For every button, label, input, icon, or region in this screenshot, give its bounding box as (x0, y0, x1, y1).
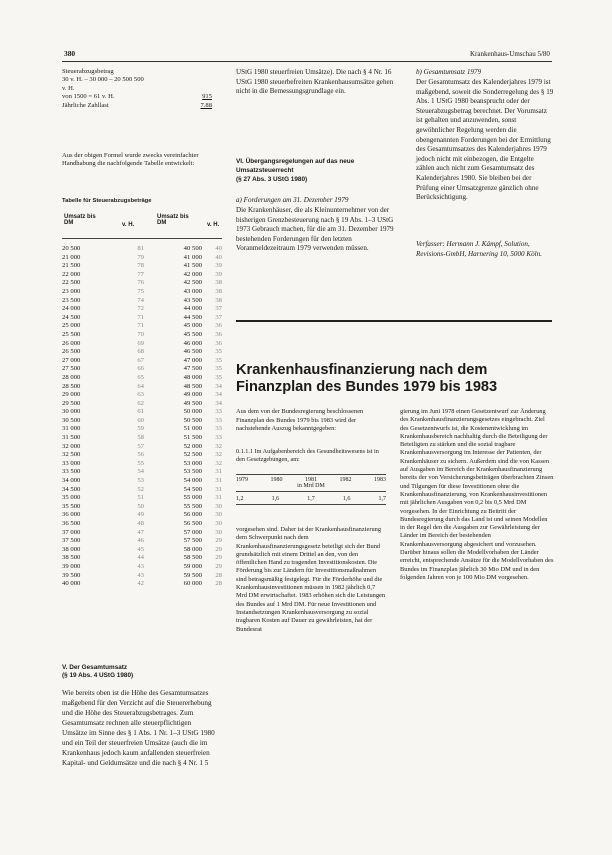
mini-unit: in Mrd DM (297, 483, 325, 489)
table-cell: 38 (215, 279, 222, 287)
table-cell: 35 (215, 373, 222, 381)
table-row (62, 254, 222, 263)
table-row (62, 348, 222, 357)
table-cell: 20 500 (62, 245, 81, 252)
mini-year: 1981 (305, 477, 317, 483)
article-title: Krankenhausfinanzierung nach dem (236, 362, 488, 378)
section5-heading: V. Der Gesamtumsatz (62, 664, 128, 671)
table-cell: 51 000 (183, 425, 202, 433)
table-cell: 55 (137, 459, 144, 467)
table-header (62, 214, 222, 238)
table-cell: 46 (137, 537, 144, 545)
table-cell: 44 500 (183, 313, 202, 321)
table-cell: 27 000 (62, 356, 81, 364)
table-cell: 45 500 (183, 330, 202, 338)
table-row (62, 357, 222, 366)
table-cell: 54 500 (183, 485, 202, 493)
table-cell: 65 (137, 373, 144, 381)
table-cell: 29 (215, 545, 222, 553)
table-cell: 35 (215, 356, 222, 364)
table-cell: 31 500 (62, 434, 81, 442)
table-cell: 51 (137, 494, 144, 502)
table-cell: 72 (137, 305, 144, 313)
table-cell: 57 500 (183, 537, 202, 545)
table-cell: 70 (137, 330, 144, 338)
table-cell: 41 000 (183, 253, 202, 261)
table-cell: 25 500 (62, 330, 81, 338)
table-cell: 29 (215, 537, 222, 545)
table-row (62, 537, 222, 546)
table-cell: 32 (215, 442, 222, 450)
table-cell: 39 (215, 270, 222, 278)
table-cell: 38 500 (62, 554, 81, 562)
col-header: Umsatz bis DM (157, 214, 189, 226)
section6-subheading: (§ 27 Abs. 3 UStG 1980) (236, 176, 308, 183)
calc-line: Steuerabzugsbetrag (62, 68, 114, 75)
table-cell: 75 (137, 287, 144, 295)
intro-paragraph: Aus der obigen Formel wurde zwecks vereinfachter Handhabung die nachfolgende Tabelle entwickelt: (62, 152, 199, 168)
table-cell: 25 000 (62, 322, 81, 330)
table-cell: 48 500 (183, 382, 202, 390)
table-cell: 27 500 (62, 365, 81, 373)
table-row (62, 443, 222, 452)
table-cell: 34 (215, 399, 222, 407)
table-cell: 30 500 (62, 416, 81, 424)
table-cell: 33 000 (62, 459, 81, 467)
article-paragraph: vorgesehen sind. Daher ist der Krankenhausfinanzierung dem Schwerpunkt nach dem Krankenhausfinanzierungsgesetz beteiligt sich der Bund grundsätzlich mit einem Drittel an den, von den öffentlichen Hand zu tragenden Investitionskosten. Die Förderung bis zur Ländern für Investitionsmaßnahmen sind betragsmäßig festgelegt. Für die Förderhöhe und die Krankenhausinvestitionen müssen in 1982 jährlich 0,7 Mrd DM erwirtschaftet. 1983 erhöhen sich die Leistungen des Bundes auf 1 Mrd DM. Für neue Investitionen und Instandsetzungen Krankenhausversorgung zu sozial tragbaren Kosten auf Dauer zu gewährleisten, hat der Bundesrat (236, 526, 386, 633)
table-row (62, 520, 222, 529)
calc-value: 7.88 (200, 101, 212, 109)
table-row (62, 503, 222, 512)
table-cell: 41 500 (183, 262, 202, 270)
table-cell: 32 500 (62, 451, 81, 459)
table-cell: 55 500 (183, 502, 202, 510)
journal-title: Krankenhaus-Umschau 5/80 (470, 50, 550, 58)
header-rule (62, 61, 552, 62)
table-cell: 22 000 (62, 270, 81, 278)
table-cell: 23 500 (62, 296, 81, 304)
table-cell: 24 000 (62, 305, 81, 313)
col2-paragraph: UStG 1980 steuerfreien Umsätze). Die nach § 4 Nr. 16 UStG 1980 steuerbefreiten Krankenhausumsätze gehen nicht in die Bemessungsgrundlage ein. (236, 68, 394, 96)
table-rule (62, 238, 222, 239)
table-row (62, 546, 222, 555)
table-row (62, 391, 222, 400)
table-cell: 38 (215, 296, 222, 304)
table-cell: 69 (137, 339, 144, 347)
table-cell: 33 500 (62, 468, 81, 476)
table-cell: 35 (215, 365, 222, 373)
table-cell: 58 000 (183, 545, 202, 553)
table-cell: 43 500 (183, 296, 202, 304)
table-row (62, 580, 222, 589)
col-header: v. H. (207, 222, 220, 228)
article-title: Finanzplan des Bundes 1979 bis 1983 (236, 379, 498, 395)
article-intro: Aus dem von der Bundesregierung beschlossenen Finanzplan des Bundes 1979 bis 1983 wird der nachstehende Auszug bekanntgegeben: (236, 408, 364, 433)
table-row (62, 400, 222, 409)
table-cell: 57 000 (183, 528, 202, 536)
mini-values-row (236, 496, 386, 502)
table-cell: 60 000 (183, 580, 202, 588)
table-cell: 50 000 (183, 408, 202, 416)
table-cell: 29 500 (62, 399, 81, 407)
table-cell: 53 000 (183, 459, 202, 467)
table-cell: 29 (215, 554, 222, 562)
table-cell: 56 (137, 451, 144, 459)
table-cell: 39 500 (62, 571, 81, 579)
table-cell: 28 000 (62, 373, 81, 381)
table-cell: 42 500 (183, 279, 202, 287)
table-cell: 57 (137, 442, 144, 450)
table-cell: 31 (215, 494, 222, 502)
table-cell: 49 000 (183, 391, 202, 399)
table-row (62, 305, 222, 314)
table-row (62, 262, 222, 271)
table-row (62, 468, 222, 477)
table-cell: 28 (215, 580, 222, 588)
table-cell: 32 000 (62, 442, 81, 450)
table-cell: 43 000 (183, 287, 202, 295)
col3-label: b) Gesamtumsatz 1979 (416, 68, 482, 76)
table-cell: 36 (215, 322, 222, 330)
table-row (62, 434, 222, 443)
table-cell: 71 (137, 322, 144, 330)
table-cell: 68 (137, 348, 144, 356)
table-cell: 77 (137, 270, 144, 278)
table-cell: 50 500 (183, 416, 202, 424)
table-row (62, 486, 222, 495)
table-cell: 46 000 (183, 339, 202, 347)
table-cell: 39 (215, 262, 222, 270)
table-cell: 44 000 (183, 305, 202, 313)
table-cell: 63 (137, 391, 144, 399)
table-cell: 29 000 (62, 391, 81, 399)
table-cell: 54 000 (183, 477, 202, 485)
table-cell: 30 (215, 511, 222, 519)
table-cell: 36 500 (62, 520, 81, 527)
table-cell: 30 (215, 502, 222, 510)
article-paragraph: gierung im Juni 1978 einen Gesetzentwurf zur Änderung des Krankenhausfinanzierungsgesetzes eingebracht. Ziel des Gesetzentwurfs ist, die Kostenentwicklung im Krankenhausbereich nachhaltig durch die Beteiligung der Beteiligten zu stärken und die sozial tragbare Krankenhausversorgung im Interesse der Patienten, der Krankenhäuser zu sichern. Außerdem sind die von Kassen auf Ausgaben im Bereich der Krankenhausfinanzierung bereits der von Versicherungsbeiträgen überbrachten Zinsen und Tilgungen für diese Investitionen ohne die Krankenhausfinanzierung, von Krankenhausinvestitionen mit jährlichen Ausgaben von 0,2 bis 0,5 Mrd DM vorgesehen. In der Einrichtung zu Beitritt der Bundesregierung durch das Land ist und seinen Modellen in der Regel den die Ausgaben zur Gewährleistung der Länder im Bereich der bestehenden Krankenhausversorgung abgesichert und vorzusehen. Darüber hinaus sollen die Modellvorhaben der Länder erreicht, entsprechende Ansätze für die Modellvorhaben des Bundes im Finanzplan jährlich 30 Mio DM und in den folgenden Jahren von je 100 Mio DM vorgesehen. (400, 408, 554, 581)
table-cell: 21 000 (62, 253, 81, 261)
table-cell: 67 (137, 356, 144, 364)
table-cell: 31 (215, 468, 222, 476)
table-cell: 48 000 (183, 373, 202, 381)
table-cell: 49 500 (183, 399, 202, 407)
table-cell: 37 (215, 313, 222, 321)
section6-label: a) Forderungen am 31. Dezember 1979 (236, 196, 349, 204)
table-cell: 45 (137, 545, 144, 553)
table-cell: 60 (137, 416, 144, 424)
table-cell: 76 (137, 279, 144, 287)
table-cell: 40 000 (62, 580, 81, 588)
col3-paragraph: Der Gesamtumsatz des Kalenderjahres 1979 ist maßgebend, soweit die Sonderregelung des § 19 Abs. 1 UStG 1980 beansprucht oder der Steuerabzugsbetrag berechnet. Der Vorumsatz ist gehalten und anzuwenden, sonst gewöhnlicher Regelung werden die obengenannten Forderungen bei der Ermittlung des Gesamtumsatzes des Kalenderjahres 1979 jedoch nicht mit einbezogen, die Entgelte zählen auch nicht zum Gesamtumsatz des Kalenderjahres 1980. Sie bleiben bei der Prüfung einer Umsatzgrenze gänzlich ohne Berücksichtigung. (416, 78, 554, 202)
table-cell: 38 (215, 287, 222, 295)
mini-value: 1,7 (307, 496, 315, 502)
table-cell: 28 500 (62, 382, 81, 390)
table-cell: 52 000 (183, 442, 202, 450)
calculation-block (62, 68, 212, 110)
table-cell: 49 (137, 511, 144, 519)
table-cell: 39 000 (62, 562, 81, 570)
mini-year: 1980 (270, 477, 283, 483)
table-cell: 36 (215, 339, 222, 347)
table-row (62, 365, 222, 374)
table-cell: 34 000 (62, 477, 81, 485)
table-cell: 46 500 (183, 348, 202, 356)
table-cell: 40 (215, 253, 222, 261)
table-row (62, 374, 222, 383)
col-header: v. H. (122, 222, 135, 228)
table-cell: 71 (137, 313, 144, 321)
section6-heading: VI. Übergangsregelungen auf das neue Umsatzsteuerrecht (236, 158, 355, 174)
table-cell: 45 000 (183, 322, 202, 330)
table-cell: 34 500 (62, 485, 81, 493)
section6-paragraph: Die Krankenhäuser, die als Kleinunternehmer von der bisherigen Grenzbesteuerung nach § 19 Abs. 1–3 UStG 1973 Gebrauch machen, für die am 31. Dezember 1979 bestehenden Forderungen für den letzten Voranmeldezeitraum 1979 verwenden müssen. (236, 206, 394, 253)
table-cell: 32 (215, 459, 222, 467)
table-row (62, 554, 222, 563)
table-row (62, 417, 222, 426)
table-row (62, 477, 222, 486)
author-note: Verfasser: Hermann J. Kämpf, Solution, Revisions-GmbH, Harnering 10, 5000 Köln. (416, 240, 542, 258)
table-cell: 55 000 (183, 494, 202, 502)
calc-line: 30 v. H. – 30 000 – 20 500 500 (62, 76, 144, 84)
section5-paragraph: Wie bereits oben ist die Höhe des Gesamtumsatzes maßgebend für den Verzicht auf die Steuererhebung und die Höhe des Steuerabzugsbetrages. Zum Gesamtumsatz rechnen alle steuerpflichtigen Umsätze im Sinne des § 1 Abs. 1 Nr. 1–3 UStG 1980 und ein Teil der steuerfreien Umsätze (auch die im Krankenhaus jedoch kaum anfallenden steuerfreien Kapital- und Geldumsätze und die nach § 4 Nr. 1 5 (62, 689, 215, 767)
table-cell: 35 500 (62, 502, 81, 510)
table-cell: 59 500 (183, 571, 202, 579)
table-cell: 56 000 (183, 511, 202, 519)
table-cell: 51 500 (183, 434, 202, 442)
table-cell: 30 000 (62, 408, 81, 416)
table-cell: 33 (215, 408, 222, 416)
table-cell: 38 000 (62, 545, 81, 553)
table-row (62, 529, 222, 538)
table-cell: 47 000 (183, 356, 202, 364)
page-number: 380 (64, 49, 76, 58)
table-cell: 35 (215, 348, 222, 356)
tax-table (62, 214, 222, 589)
table-row (62, 245, 222, 254)
table-cell: 44 (137, 554, 144, 562)
table-cell: 52 (137, 485, 144, 493)
table-cell: 36 000 (62, 511, 81, 519)
finance-mini-table (236, 474, 386, 505)
table-cell: 40 (215, 245, 222, 252)
table-row (62, 563, 222, 572)
table-row (62, 279, 222, 288)
table-cell: 31 000 (62, 425, 81, 433)
table-cell: 34 (215, 382, 222, 390)
table-cell: 26 000 (62, 339, 81, 347)
table-row (62, 314, 222, 323)
table-cell: 47 500 (183, 365, 202, 373)
calc-line: v. H. (62, 84, 75, 92)
table-cell: 81 (137, 245, 144, 252)
mini-value: 1,2 (236, 496, 244, 502)
table-cell: 32 (215, 451, 222, 459)
calc-line: von 1500 = 61 v. H. 915 (62, 93, 212, 101)
mini-value: 1,7 (378, 496, 386, 502)
table-cell: 50 (137, 502, 144, 510)
table-row (62, 408, 222, 417)
table-cell: 64 (137, 382, 144, 390)
table-cell: 30 (215, 520, 222, 527)
table-cell: 37 500 (62, 537, 81, 545)
table-cell: 31 (215, 485, 222, 493)
table-cell: 54 (137, 468, 144, 476)
table-cell: 59 000 (183, 562, 202, 570)
table-cell: 29 (215, 562, 222, 570)
table-cell: 37 000 (62, 528, 81, 536)
table-cell: 58 500 (183, 554, 202, 562)
table-row (62, 572, 222, 581)
table-cell: 28 (215, 571, 222, 579)
table-cell: 59 (137, 425, 144, 433)
table-cell: 66 (137, 365, 144, 373)
table-title: Tabelle für Steuerabzugsbeträge (62, 198, 152, 204)
table-cell: 52 500 (183, 451, 202, 459)
table-row (62, 494, 222, 503)
table-row (62, 288, 222, 297)
table-body (62, 245, 222, 589)
table-cell: 40 500 (183, 245, 202, 252)
table-cell: 22 500 (62, 279, 81, 287)
article-rule (236, 320, 552, 322)
table-row (62, 451, 222, 460)
table-cell: 37 (215, 305, 222, 313)
table-row (62, 297, 222, 306)
table-row (62, 331, 222, 340)
table-cell: 62 (137, 399, 144, 407)
table-cell: 58 (137, 434, 144, 442)
table-cell: 42 (137, 580, 144, 588)
article-paragraph: 0.1.1.1 Im Aufgabenbereich des Gesundheitswesens ist in den Gesetzgebungen, am: (236, 448, 379, 464)
table-row (62, 271, 222, 280)
table-cell: 56 500 (183, 520, 202, 527)
table-cell: 61 (137, 408, 144, 416)
table-cell: 33 (215, 416, 222, 424)
table-row (62, 383, 222, 392)
table-cell: 26 500 (62, 348, 81, 356)
mini-value: 1,6 (271, 496, 280, 502)
table-cell: 21 500 (62, 262, 81, 270)
table-cell: 36 (215, 330, 222, 338)
table-cell: 48 (137, 520, 144, 527)
table-cell: 35 000 (62, 494, 81, 502)
table-cell: 74 (137, 296, 144, 304)
table-cell: 43 (137, 562, 144, 570)
mini-year: 1982 (339, 477, 352, 483)
table-cell: 34 (215, 391, 222, 399)
table-cell: 23 000 (62, 287, 81, 295)
mini-value: 1,6 (342, 496, 351, 502)
table-row (62, 460, 222, 469)
table-cell: 53 500 (183, 468, 202, 476)
section5-subheading: (§ 19 Abs. 4 UStG 1980) (62, 672, 134, 679)
table-cell: 53 (137, 477, 144, 485)
table-cell: 47 (137, 528, 144, 536)
table-cell: 33 (215, 434, 222, 442)
table-row (62, 340, 222, 349)
table-cell: 30 (215, 528, 222, 536)
table-cell: 42 000 (183, 270, 202, 278)
table-cell: 79 (137, 253, 144, 261)
col-header: Umsatz bis DM (64, 214, 96, 226)
table-row (62, 511, 222, 520)
table-cell: 43 (137, 571, 144, 579)
mini-year: 1983 (374, 477, 386, 483)
table-row (62, 322, 222, 331)
calc-value: 915 (202, 93, 212, 101)
table-row (62, 425, 222, 434)
mini-year: 1979 (236, 477, 248, 483)
table-cell: 33 (215, 425, 222, 433)
calc-line: Jährliche Zahllast 7.88 (62, 101, 212, 109)
table-cell: 24 500 (62, 313, 81, 321)
table-cell: 78 (137, 262, 144, 270)
table-cell: 31 (215, 477, 222, 485)
